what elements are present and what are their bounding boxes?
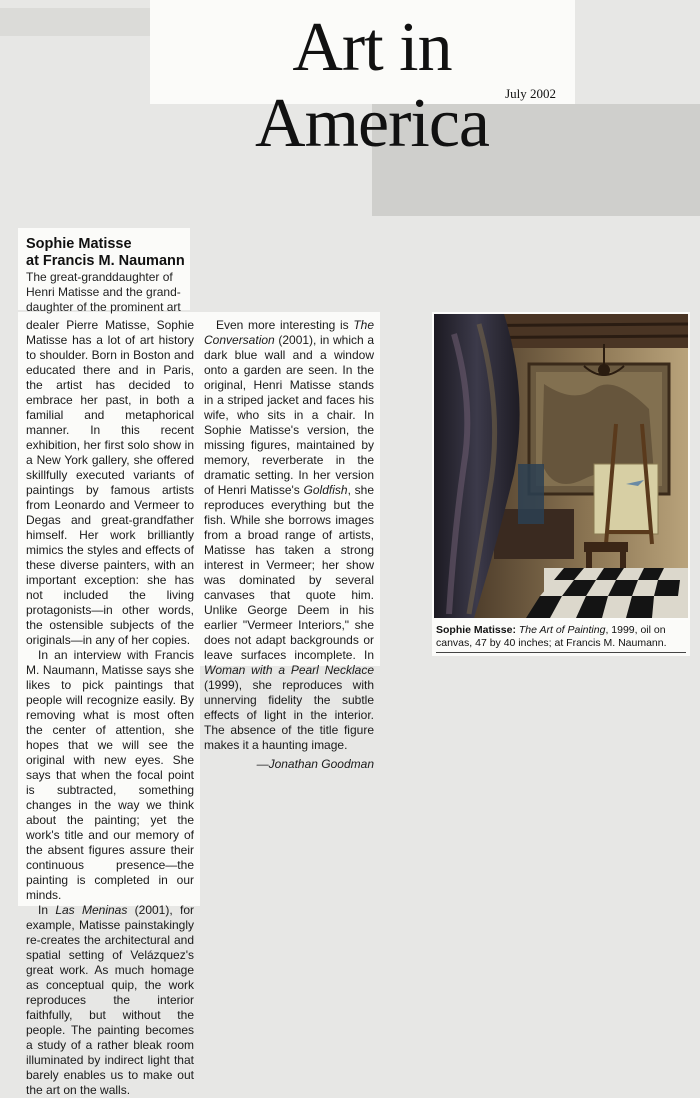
issue-date: July 2002 bbox=[505, 86, 556, 101]
caption-rule bbox=[436, 652, 686, 653]
text-run: Even more interesting is bbox=[216, 318, 354, 332]
ghost-text-column bbox=[0, 160, 150, 220]
article-deck: The great-granddaughter of Henri Matisse and the grand-daughter of the prominent art bbox=[26, 270, 181, 314]
caption-details: , 1999, oil on canvas, 47 by 40 inches; at Francis M. Naumann. bbox=[436, 624, 667, 649]
article-headline bbox=[26, 236, 185, 270]
artwork-title: Goldfish bbox=[303, 483, 348, 497]
painting-image bbox=[434, 314, 688, 618]
magazine-title: Art in America bbox=[255, 9, 489, 162]
text-run: (2001), for example, Matisse painstakingly re-creates the architectural and spatial setting of Velázquez's great work. As much homage as conceptual quip, the work reproduces the interior faithfully, but without the people. The painting becomes a study of a rather bleak room illuminated by indirect light that barely enables us to make out the art on the walls. bbox=[26, 903, 194, 1097]
paragraph bbox=[26, 903, 194, 1098]
photo-caption bbox=[436, 624, 686, 650]
text-run: In bbox=[38, 903, 56, 917]
masthead bbox=[172, 6, 572, 162]
artwork-title: Las Meninas bbox=[55, 903, 128, 917]
artwork-photo bbox=[432, 312, 690, 620]
text-run: , she reproduces everything but the fish. While she borrows images from a broad range of artists, Matisse has taken a strong interest in Vermeer; her show was dominated by several canvases that quote him. Unlike George Deem in his earlier "Vermeer Interiors," she does not adapt backgrounds or leave surfaces incomplete. In bbox=[204, 483, 374, 662]
ghost-text-column bbox=[372, 660, 700, 880]
chair bbox=[518, 464, 544, 524]
ghost-text-column bbox=[372, 240, 700, 310]
ghost-image-block bbox=[0, 8, 150, 36]
text-run: (1999), she reproduces with unnerving fidelity the subtle effects of light in the interior. The absence of the title figure makes it a haunting image. bbox=[204, 678, 374, 752]
paragraph: In an interview with Francis M. Naumann, Matisse says she likes to pick paintings that people will recognize easily. By removing what is most often the center of attention, she hopes that we will see the original with new eyes. She says that when the focal point is subtracted, something changes in the way we think about the painting; yet the work's title and our memory of the absent figures assure their continuous presence—the painting is completed in our minds. bbox=[26, 648, 194, 902]
paragraph: dealer Pierre Matisse, Sophie Matisse has a lot of art history to shoulder. Born in Boston and educated there and in Paris, the artist has decided to embrace her past, in both a familial and metaphorical manner. In this recent exhibition, her first solo show in a New York gallery, she offered skillfully executed variants of paintings by famous artists from Leonardo and Vermeer to Degas and great-grandfather himself. Her work brilliantly mimics the styles and effects of these diverse painters, with an important exception: she has not included the living protagonists—in other words, the ostensible subjects of the originals—in any of her copies. bbox=[26, 318, 194, 647]
ghost-text-column bbox=[372, 310, 432, 650]
author-byline: —Jonathan Goodman bbox=[256, 757, 374, 771]
paragraph bbox=[204, 318, 374, 753]
artwork-title: The Conversation bbox=[204, 318, 374, 347]
caption-artwork-title: The Art of Painting bbox=[518, 624, 606, 636]
headline-line-2: at Francis M. Naumann bbox=[26, 253, 185, 269]
text-run: (2001), in which a dark blue wall and a window onto a garden are seen. In the original, Henri Matisse stands in a striped jacket and faces his wife, who sits in a chair. In Sophie Matisse's version, the missing figures, maintained by memory, reverberate in the dramatic setting. In her version of Henri Matisse's bbox=[204, 333, 374, 497]
artwork-title: Woman with a Pearl Necklace bbox=[204, 663, 374, 677]
caption-artist: Sophie Matisse: bbox=[436, 624, 519, 636]
article-column-1 bbox=[26, 318, 194, 1098]
checkered-floor bbox=[526, 568, 688, 618]
headline-line-1: Sophie Matisse bbox=[26, 236, 132, 252]
article-column-2 bbox=[204, 318, 374, 772]
